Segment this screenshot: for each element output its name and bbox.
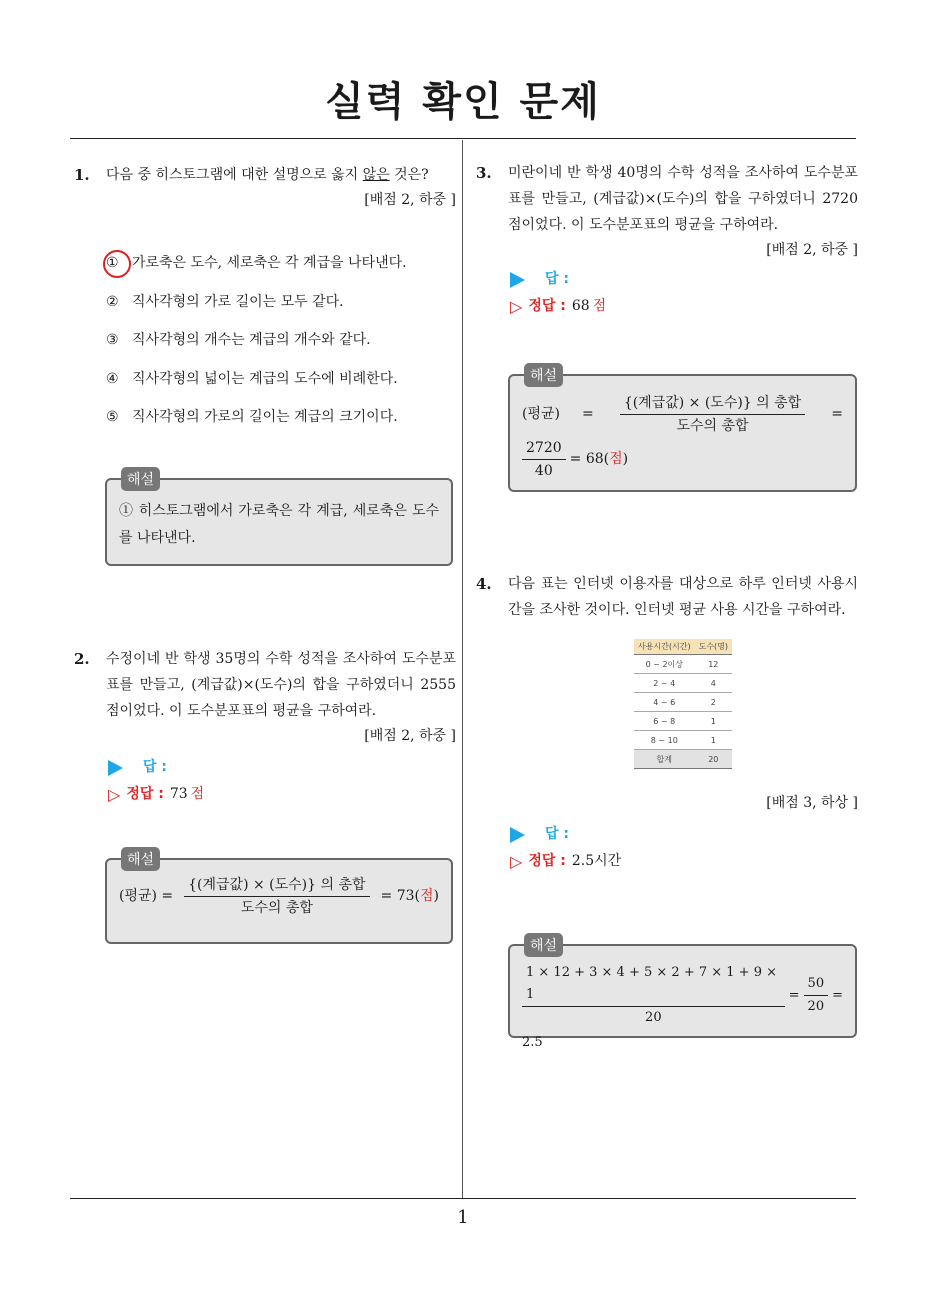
correct-unit: 점 bbox=[190, 786, 205, 802]
correct-unit: 점 bbox=[592, 298, 607, 314]
solution-box-1 bbox=[105, 472, 453, 566]
choice-2[interactable]: ② 직사각형의 가로 길이는 모두 같다. bbox=[106, 293, 344, 310]
solution-box-2 bbox=[105, 852, 453, 944]
question-text: 수정이네 반 학생 35명의 수학 성적을 조사하여 도수분포표를 만들고, (계급값)×(도수)의 합을 구하였더니 2555점이었다. 이 도수분포표의 평균을 구하여라. bbox=[106, 651, 456, 719]
answer-row bbox=[510, 821, 858, 848]
answer-row bbox=[510, 266, 858, 293]
play-triangle-icon bbox=[108, 760, 123, 776]
table-row: 8 ~ 10 1 bbox=[634, 731, 732, 750]
question-text: 미란이네 반 학생 40명의 수학 성적을 조사하여 도수분포표를 만들고, (계급값)×(도수)의 합을 구하였더니 2720점이었다. 이 도수분포표의 평균을 구하여라. bbox=[508, 165, 858, 233]
table-row: 0 ~ 2이상 12 bbox=[634, 655, 732, 674]
question-number: 1. bbox=[74, 166, 90, 184]
answer-label: 답 : bbox=[545, 271, 569, 287]
solution-box-3 bbox=[508, 368, 857, 492]
question-2 bbox=[74, 646, 456, 808]
table-row: 4 ~ 6 2 bbox=[634, 693, 732, 712]
fraction: $\frac{2720}{40}$ bbox=[522, 437, 566, 482]
question-number: 2. bbox=[74, 650, 90, 668]
answer-area bbox=[510, 821, 858, 875]
correct-label: 정답 : bbox=[528, 853, 566, 869]
choice-1[interactable]: ① 가로축은 도수, 세로축은 각 계급을 나타낸다. bbox=[106, 250, 456, 289]
correct-answer-row bbox=[510, 293, 858, 320]
fraction: $\frac{1 \times 12 + 3 \times 4 + 5 \times 2 + 7 \times 1 + 9 \times 1}{20}$ bbox=[522, 962, 785, 1029]
underlined-word: 않은 bbox=[362, 167, 390, 183]
solution-tag: 해설 bbox=[524, 363, 563, 387]
question-text: 다음 중 히스토그램에 대한 설명으로 옳지 않은 것은? bbox=[106, 167, 429, 183]
score-label: [배점 3, 하상 ] bbox=[766, 795, 858, 811]
solution-result: 2.5 bbox=[522, 1035, 543, 1050]
choice-4[interactable]: ④ 직사각형의 넓이는 계급의 도수에 비례한다. bbox=[106, 370, 398, 387]
column-divider bbox=[462, 140, 463, 1198]
answer-area bbox=[108, 754, 456, 808]
solution-tag: 해설 bbox=[121, 467, 160, 491]
selected-circle-icon bbox=[103, 250, 131, 278]
solution-formula: (평균) = $\frac{\text{\{(계급값) × (도수)\} 의 총합}}{\text{도수의 총합}}$ = $\frac{2720}{40}$ = 68(점) bbox=[510, 376, 855, 490]
answer-label: 답 : bbox=[545, 826, 569, 842]
question-3 bbox=[476, 160, 858, 320]
page-number: 1 bbox=[457, 1207, 469, 1228]
correct-value: 68 bbox=[571, 298, 590, 314]
solution-tag: 해설 bbox=[121, 847, 160, 871]
solution-tag: 해설 bbox=[524, 933, 563, 957]
play-triangle-icon bbox=[510, 272, 525, 288]
table-header: 도수(명) bbox=[695, 639, 732, 655]
outline-triangle-icon: ▷ bbox=[510, 852, 523, 871]
correct-answer-row bbox=[510, 848, 858, 875]
fraction: $\frac{\text{\{(계급값) × (도수)\} 의 총합}}{\text{도수의 총합}}$ bbox=[620, 392, 805, 437]
score-label: [배점 2, 하중 ] bbox=[364, 192, 456, 208]
outline-triangle-icon: ▷ bbox=[108, 785, 121, 804]
score-label: [배점 2, 하중 ] bbox=[364, 728, 456, 744]
footer-rule bbox=[70, 1198, 856, 1199]
frequency-table-wrap bbox=[476, 639, 858, 769]
choice-5[interactable]: ⑤ 직사각형의 가로의 길이는 계급의 크기이다. bbox=[106, 409, 398, 425]
outline-triangle-icon: ▷ bbox=[510, 297, 523, 316]
fraction: $\frac{50}{20}$ bbox=[804, 973, 829, 1018]
question-4 bbox=[476, 571, 858, 875]
solution-text: ① 히스토그램에서 가로축은 각 계급, 세로축은 도수를 나타낸다. bbox=[119, 503, 439, 546]
answer-row bbox=[108, 754, 456, 781]
table-total-row: 합계 20 bbox=[634, 750, 732, 769]
score-label: [배점 2, 하중 ] bbox=[766, 242, 858, 258]
frequency-table bbox=[634, 639, 732, 769]
solution-formula: $\frac{1 \times 12 + 3 \times 4 + 5 \times 2 + 7 \times 1 + 9 \times 1}{20}$ = $\frac{50}{20}$ = 2.5 bbox=[510, 946, 855, 1064]
table-row: 2 ~ 4 4 bbox=[634, 674, 732, 693]
answer-area bbox=[510, 266, 858, 320]
play-triangle-icon bbox=[510, 827, 525, 843]
header-rule bbox=[70, 138, 856, 139]
choice-list bbox=[106, 250, 456, 443]
choice-3[interactable]: ③ 직사각형의 개수는 계급의 개수와 같다. bbox=[106, 332, 371, 348]
table-header: 사용시간(시간) bbox=[634, 639, 695, 655]
solution-formula: (평균) = $\frac{\text{\{(계급값) × (도수)\} 의 총합}}{\text{도수의 총합}}$ = 73(점) bbox=[107, 860, 451, 927]
fraction: $\frac{\text{\{(계급값) × (도수)\} 의 총합}}{\text{도수의 총합}}$ bbox=[184, 874, 369, 919]
correct-value: 73 bbox=[169, 786, 188, 802]
question-text: 다음 표는 인터넷 이용자를 대상으로 하루 인터넷 사용시간을 조사한 것이다. 인터넷 평균 사용 시간을 구하여라. bbox=[508, 576, 858, 618]
question-1 bbox=[74, 162, 456, 443]
question-number: 3. bbox=[476, 164, 492, 182]
correct-answer-row bbox=[108, 781, 456, 808]
question-number: 4. bbox=[476, 575, 492, 593]
correct-value: 2.5시간 bbox=[571, 853, 622, 869]
answer-label: 답 : bbox=[143, 759, 167, 775]
correct-label: 정답 : bbox=[528, 298, 566, 314]
table-row: 6 ~ 8 1 bbox=[634, 712, 732, 731]
correct-label: 정답 : bbox=[126, 786, 164, 802]
solution-box-4 bbox=[508, 938, 857, 1050]
page-title: 실력 확인 문제 bbox=[325, 79, 601, 125]
